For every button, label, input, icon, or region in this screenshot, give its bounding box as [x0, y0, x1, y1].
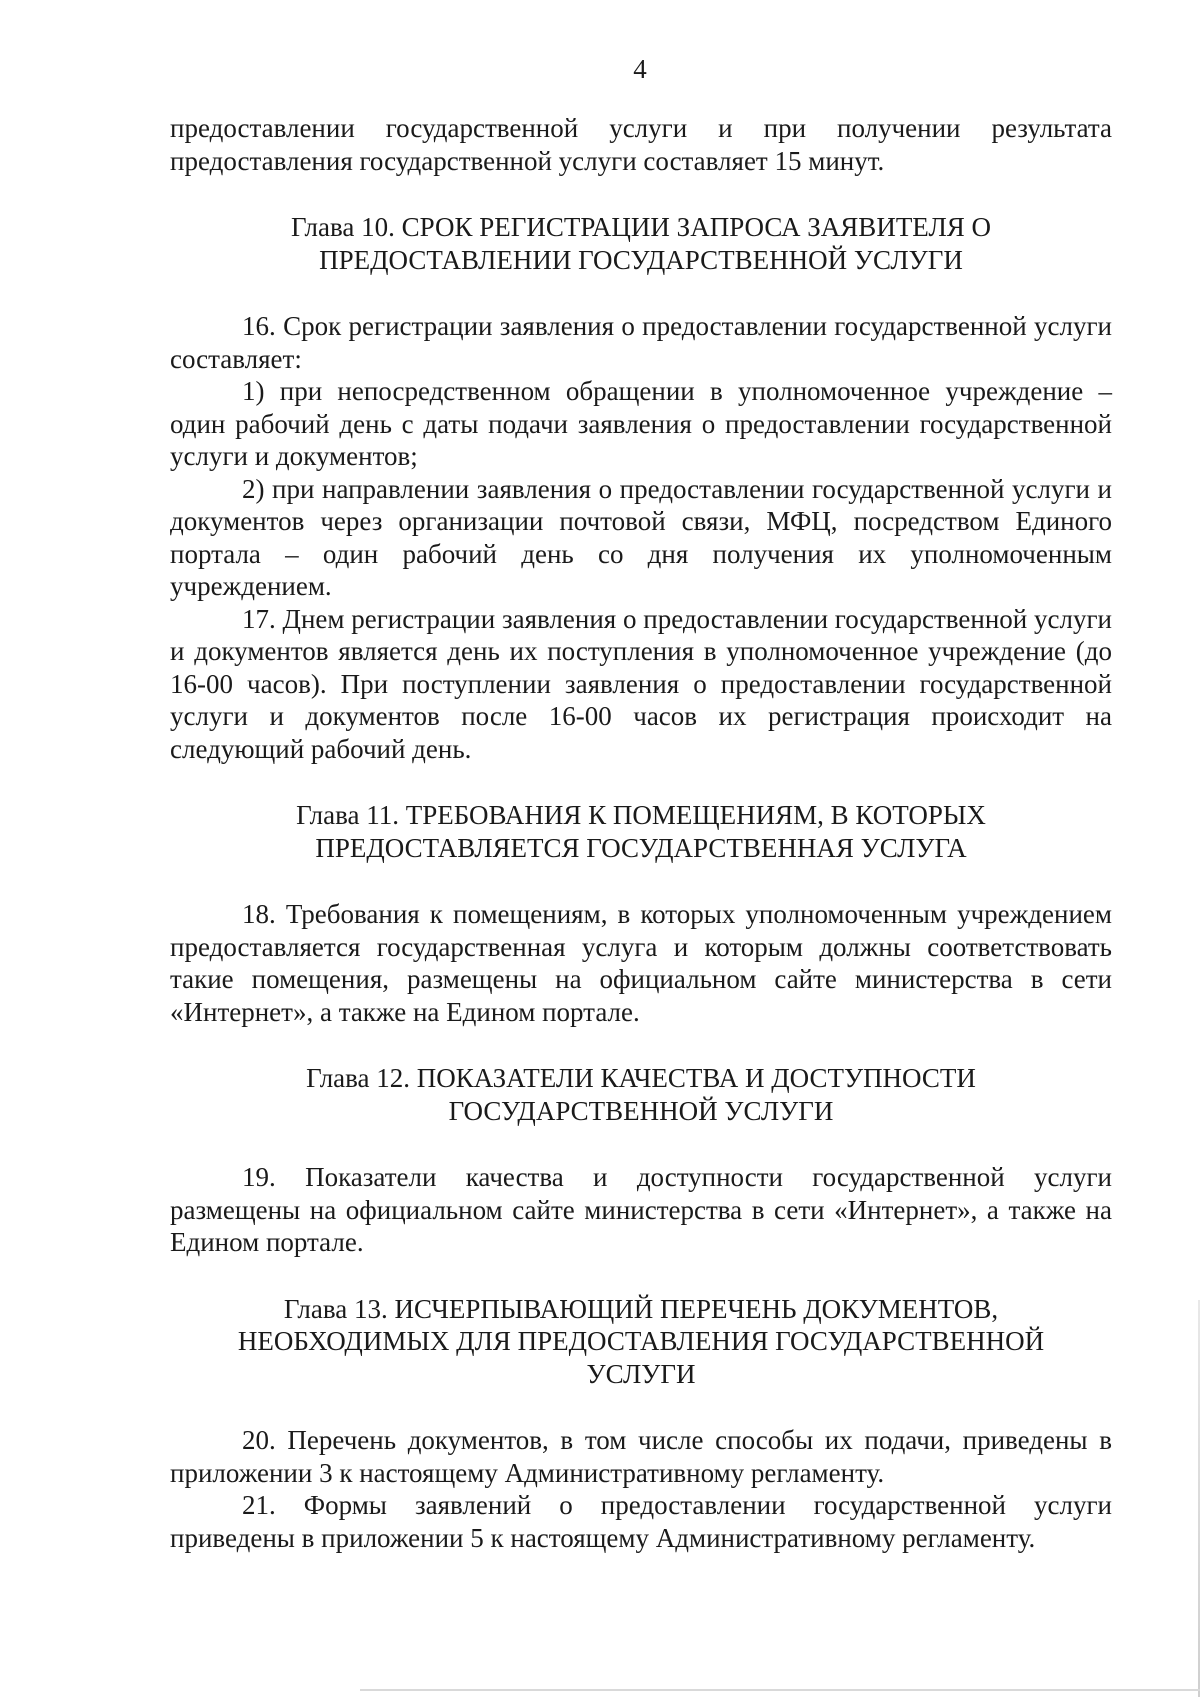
chapter-10-heading [170, 211, 1112, 276]
paragraph-16-item-2: 2) при направлении заявления о предоставлении государственной услуги и документов через организации почтовой связи, МФЦ, посредством Единого портала – один рабочий день со дня получения их уполномоченным учреждением. [170, 473, 1112, 601]
heading-line: Глава 12. ПОКАЗАТЕЛИ КАЧЕСТВА И ДОСТУПНОСТИ [306, 1063, 976, 1093]
paragraph-19: 19. Показатели качества и доступности государственной услуги размещены на официальном сайте министерства в сети «Интернет», а также на Едином портале. [170, 1162, 1112, 1257]
heading-line: ПРЕДОСТАВЛЕНИИ ГОСУДАРСТВЕННОЙ УСЛУГИ [319, 244, 963, 275]
page-number: 4 [633, 54, 647, 84]
heading-line: Глава 10. СРОК РЕГИСТРАЦИИ ЗАПРОСА ЗАЯВИТЕЛЯ О [290, 212, 992, 242]
scan-bottom-edge [360, 1689, 1200, 1691]
paragraph-16: 16. Срок регистрации заявления о предоставлении государственной услуги составляет: [170, 311, 1112, 374]
paragraph-21: 21. Формы заявлений о предоставлении государственной услуги приведены в приложении 5 к настоящему Административному регламенту. [170, 1490, 1112, 1553]
paragraph-16-item-1: 1) при непосредственном обращении в уполномоченное учреждение – один рабочий день с даты подачи заявления о предоставлении государственной услуги и документов; [170, 376, 1112, 471]
document-body [170, 112, 1112, 1554]
paragraph-18: 18. Требования к помещениям, в которых уполномоченным учреждением предоставляется государственная услуга и которым должны соответствовать такие помещения, размещены на официальном сайте министерства в сети «Интернет», а также на Едином портале. [170, 899, 1112, 1027]
heading-line: ПРЕДОСТАВЛЯЕТСЯ ГОСУДАРСТВЕННАЯ УСЛУГА [315, 832, 967, 863]
paragraph-continuation: предоставлении государственной услуги и при получении результата предоставления государственной услуги составляет 15 минут. [170, 113, 1112, 176]
chapter-12-heading [170, 1062, 1112, 1127]
heading-line: НЕОБХОДИМЫХ ДЛЯ ПРЕДОСТАВЛЕНИЯ ГОСУДАРСТВЕННОЙ [237, 1326, 1045, 1356]
heading-line: Глава 13. ИСЧЕРПЫВАЮЩИЙ ПЕРЕЧЕНЬ ДОКУМЕНТОВ, [283, 1293, 999, 1324]
chapter-13-heading [170, 1293, 1112, 1391]
paragraph-17: 17. Днем регистрации заявления о предоставлении государственной услуги и документов является день их поступления в уполномоченное учреждение (до 16-00 часов). При поступлении заявления о предоставлении государственной услуги и документов после 16-00 часов их регистрация происходит на следующий рабочий день. [170, 603, 1112, 764]
heading-line: УСЛУГИ [586, 1358, 696, 1389]
heading-line: ГОСУДАРСТВЕННОЙ УСЛУГИ [448, 1095, 834, 1126]
heading-line: Глава 11. ТРЕБОВАНИЯ К ПОМЕЩЕНИЯМ, В КОТОРЫХ [296, 800, 986, 830]
paragraph-20: 20. Перечень документов, в том числе способы их подачи, приведены в приложении 3 к настоящему Административному регламенту. [170, 1425, 1112, 1488]
chapter-11-heading [170, 799, 1112, 864]
